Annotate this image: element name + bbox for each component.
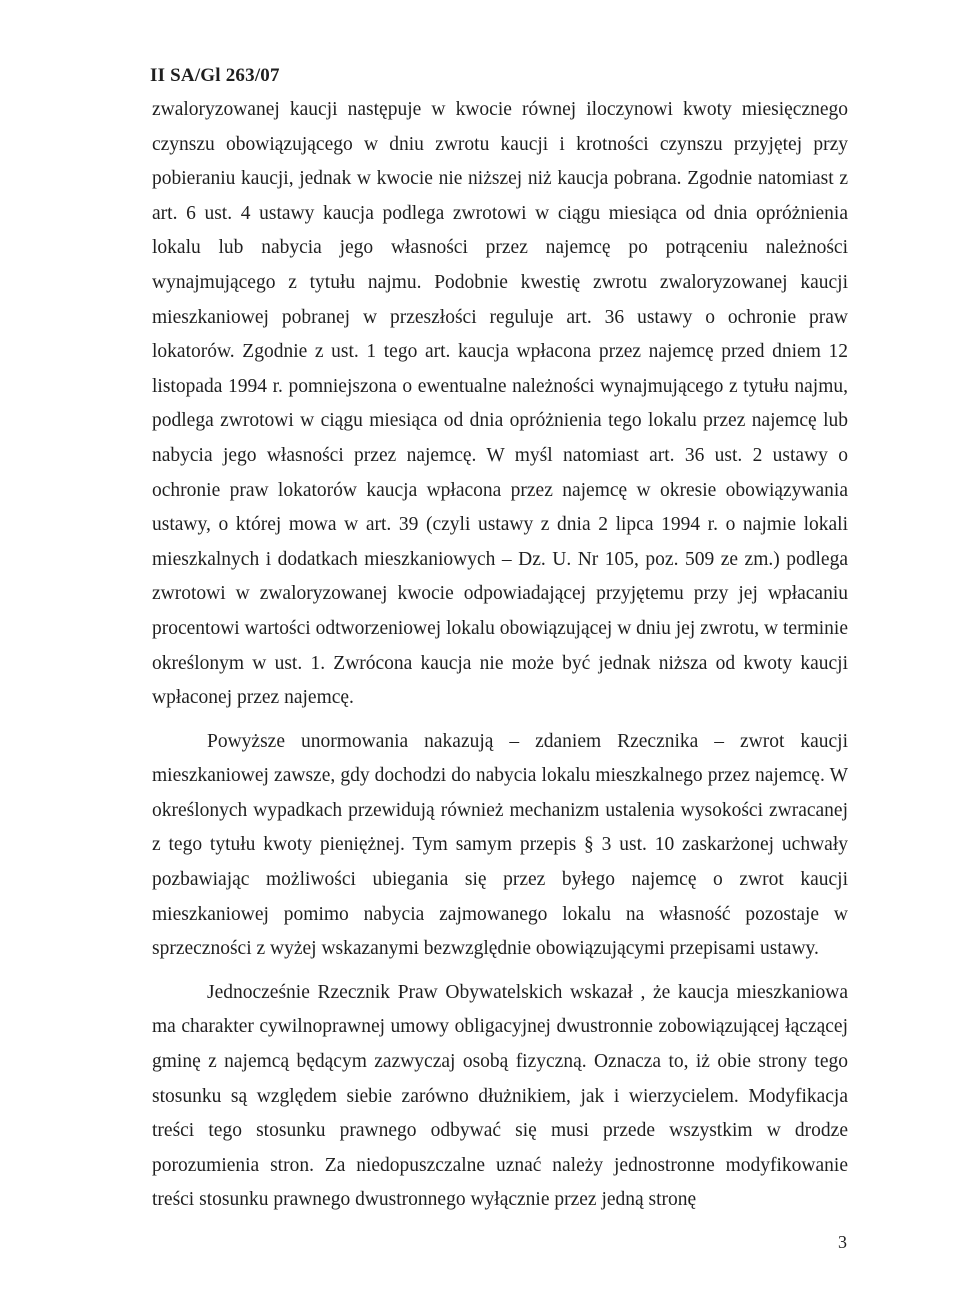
case-number: II SA/Gl 263/07	[150, 65, 280, 86]
page-number: 3	[838, 1232, 847, 1252]
paragraph-2: Powyższe unormowania nakazują – zdaniem Rzecznika – zwrot kaucji mieszkaniowej zawsze, gdy dochodzi do nabycia lokalu mieszkalnego przez najemcę. W określonych wypadkach przewidują również mechanizm ustalenia wysokości zwracanej z tego tytułu kwoty pieniężnej. Tym samym przepis § 3 ust. 10 zaskarżonej uchwały pozbawiając możliwości ubiegania się przez byłego najemcę o zwrot kaucji mieszkaniowej pomimo nabycia zajmowanego lokalu na własność pozostaje w sprzeczności z wyżej wskazanymi bezwzględnie obowiązującymi przepisami ustawy.	[152, 730, 848, 960]
document-body	[152, 93, 848, 1218]
paragraph-1: zwaloryzowanej kaucji następuje w kwocie równej iloczynowi kwoty miesięcznego czynszu obowiązującego w dniu zwrotu kaucji i krotności czynszu przyjętej przy pobieraniu kaucji, jednak w kwocie nie niższej niż kaucja pobrana. Zgodnie natomiast z art. 6 ust. 4 ustawy kaucja podlega zwrotowi w ciągu miesiąca od dnia opróżnienia lokalu lub nabycia jego własności przez najemcę po potrąceniu należności wynajmującego z tytułu najmu. Podobnie kwestię zwrotu zwaloryzowanej kaucji mieszkaniowej pobranej w przeszłości reguluje art. 36 ustawy o ochronie praw lokatorów. Zgodnie z ust. 1 tego art. kaucja wpłacona przez najemcę przed dniem 12 listopada 1994 r. pomniejszona o ewentualne należności wynajmującego z tytułu najmu, podlega zwrotowi w ciągu miesiąca od dnia opróżnienia tego lokalu przez najemcę lub nabycia jego własności przez najemcę. W myśl natomiast art. 36 ust. 2 ustawy o ochronie praw lokatorów kaucja wpłacona przez najemcę w okresie obowiązywania ustawy, o której mowa w art. 39 (czyli ustawy z dnia 2 lipca 1994 r. o najmie lokali mieszkalnych i dodatkach mieszkaniowych – Dz. U. Nr 105, poz. 509 ze zm.) podlega zwrotowi w zwaloryzowanej kwocie odpowiadającej przyjętemu przy jej wpłacaniu procentowi wartości odtworzeniowej lokalu obowiązującej w dniu jej zwrotu, w terminie określonym w ust. 1. Zwrócona kaucja nie może być jednak niższa od kwoty kaucji wpłaconej przez najemcę.	[152, 99, 848, 709]
paragraph-3: Jednocześnie Rzecznik Praw Obywatelskich wskazał , że kaucja mieszkaniowa ma charakter cywilnoprawnej umowy obligacyjnej dwustronnie zobowiązującej łączącej gminę z najemcą będącym zazwyczaj osobą fizyczną. Oznacza to, iż obie strony tego stosunku są względem siebie zarówno dłużnikiem, jak i wierzycielem. Modyfikacja treści tego stosunku prawnego odbywać się musi przede wszystkim w drodze porozumienia stron. Za niedopuszczalne uznać należy jednostronne modyfikowanie treści stosunku prawnego dwustronnego wyłącznie przez jedną stronę	[152, 981, 848, 1211]
